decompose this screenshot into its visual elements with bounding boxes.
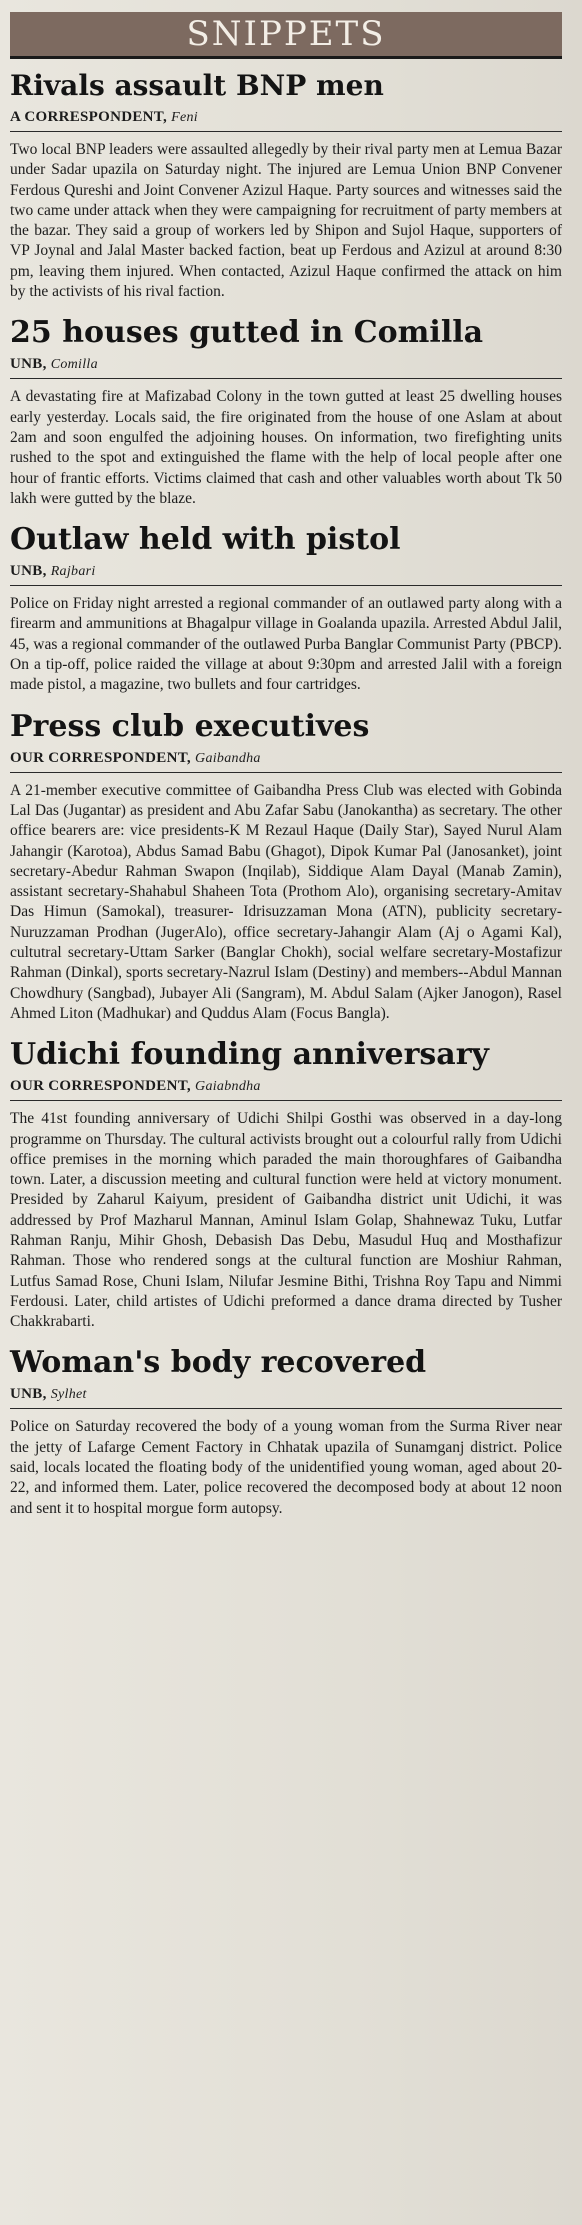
byline-source: A CORRESPONDENT,: [10, 109, 168, 125]
story-byline: [10, 109, 562, 132]
story-body: Two local BNP leaders were assaulted allegedly by their rival party men at Lemua Bazar under Sadar upazila on Saturday night. The injured are Lemua Union BNP Convener Ferdous Qureshi and Joint Convener Azizul Haque. Party sources and witnesses said the two came under attack when they were campaigning for recruitment of party members at the bazar. They said a group of workers led by Shipon and Sujol Haque, supporters of VP Joynal and Jalal Master backed faction, beat up Ferdous and Azizul at around 8:30 pm, leaving them injured. When contacted, Azizul Haque confirmed the attack on him by the activists of his rival faction.: [10, 141, 562, 301]
story-houses-gutted: [10, 316, 562, 509]
story-headline: Udichi founding anniversary: [10, 1037, 489, 1073]
story-udichi-anniversary: [10, 1038, 562, 1332]
story-body: Police on Saturday recovered the body of a young woman from the Surma River near the jetty of Lafarge Cement Factory in Chhatak upazila of Sunamganj district. Police said, locals located the floating body of the unidentified young woman, aged about 20-22, and informed them. Later, police recovered the decomposed body at about 12 noon and sent it to hospital morgue form autopsy.: [10, 1418, 562, 1517]
story-body: The 41st founding anniversary of Udichi Shilpi Gosthi was observed in a day-long programme on Thursday. The cultural activists brought out a colourful rally from Udichi office premises in the morning which paraded the main thoroughfares of Gaibandha town. Later, a discussion meeting and cultural function were held at victory monument. Presided by Zaharul Kaiyum, president of Gaibandha district unit Udichi, it was addressed by Prof Mazharul Mannan, Aminul Islam Golap, Shahnewaz Tuku, Lutfar Rahman Ranju, Mihir Ghosh, Debasish Das Debu, Masudul Huq and Mosthafizur Rahman. Those who rendered songs at the cultural function are Moshiur Rahman, Lutfus Samad Rose, Chuni Islam, Nilufar Jesmine Bithi, Trishna Roy Tapu and Nimmi Ferdousi. Later, child artistes of Udichi preformed a dance drama directed by Tusher Chakkrabarti.: [10, 1110, 562, 1331]
story-headline: Press club executives: [10, 708, 370, 744]
byline-place: Sylhet: [50, 1387, 87, 1403]
byline-place: Rajbari: [50, 564, 96, 580]
byline-place: Gaiabndha: [195, 1079, 261, 1095]
section-banner: SNIPPETS: [10, 12, 562, 59]
story-byline: [10, 1078, 562, 1101]
story-headline: Rivals assault BNP men: [10, 69, 384, 102]
story-body: A devastating fire at Mafizabad Colony in the town gutted at least 25 dwelling houses early yesterday. Locals said, the fire originated from the house of one Aslam at about 2am and soon engulfed the adjoining houses. On information, two firefighting units rushed to the spot and extinguished the flame with the help of local people after one hour of frantic efforts. Victims claimed that cash and other valuables worth about Tk 50 lakh were gutted by the blaze.: [10, 388, 562, 507]
byline-source: OUR CORRESPONDENT,: [10, 749, 191, 766]
story-outlaw-held: [10, 523, 562, 695]
story-headline: 25 houses gutted in Comilla: [10, 315, 484, 351]
byline-source: UNB,: [10, 356, 47, 373]
byline-source: UNB,: [10, 1386, 47, 1403]
story-byline: [10, 1386, 562, 1409]
story-headline: Outlaw held with pistol: [10, 522, 401, 558]
byline-source: UNB,: [10, 563, 47, 580]
story-press-club: [10, 710, 562, 1025]
story-byline: [10, 356, 562, 379]
byline-place: Comilla: [50, 357, 98, 373]
story-body: Police on Friday night arrested a regional commander of an outlawed party along with a firearm and ammunitions at Bhagalpur village in Goalanda upazila. Arrested Abdul Jalil, 45, was a regional commander of the outlawed Purba Banglar Communist Party (PBCP). On a tip-off, police raided the village at about 9:30pm and arrested Jalil with a foreign made pistol, a magazine, two bullets and four cartridges.: [10, 595, 562, 694]
story-byline: [10, 750, 562, 773]
byline-place: Gaibandha: [195, 750, 261, 766]
story-rivals-assault: [10, 69, 562, 302]
story-byline: [10, 563, 562, 586]
byline-place: Feni: [171, 110, 198, 125]
story-body: A 21-member executive committee of Gaibandha Press Club was elected with Gobinda Lal Das (Jugantar) as president and Abu Zafar Sabu (Janokantha) as secretary. The other office bearers are: vice presidents-K M Rezaul Haque (Daily Star), Sayed Nurul Alam Jahangir (Karotoa), Abdus Samad Babu (Ghagot), Dipok Kumar Pal (Janosanket), joint secretary-Abedur Rahman Swapon (Inqilab), Siddique Alam Dayal (Manab Zamin), assistant secretary-Shahabul Shaheen Tota (Prothom Alo), organising secretary-Amitav Das Himun (Samokal), treasurer- Idrisuzzaman Mona (ATN), publicity secretary-Nuruzzaman Prodhan (JugerAlo), office secretary-Jahangir Alam (Aj o Agami Kal), cultutral secretary-Uttam Sarker (Banglar Chokh), social welfare secretary-Mostafizur Rahman (Dinkal), sports secretary-Nazrul Islam (Destiny) and members--Abdul Mannan Chowdhury (Sangbad), Jubayer Ali (Sangram), M. Abdul Salam (Ajker Janogon), Rasel Ahmed Liton (Madhukar) and Quddus Alam (Focus Bangla).: [10, 781, 562, 1022]
byline-source: OUR CORRESPONDENT,: [10, 1078, 191, 1095]
story-womans-body: [10, 1346, 562, 1518]
story-headline: Woman's body recovered: [10, 1345, 427, 1381]
